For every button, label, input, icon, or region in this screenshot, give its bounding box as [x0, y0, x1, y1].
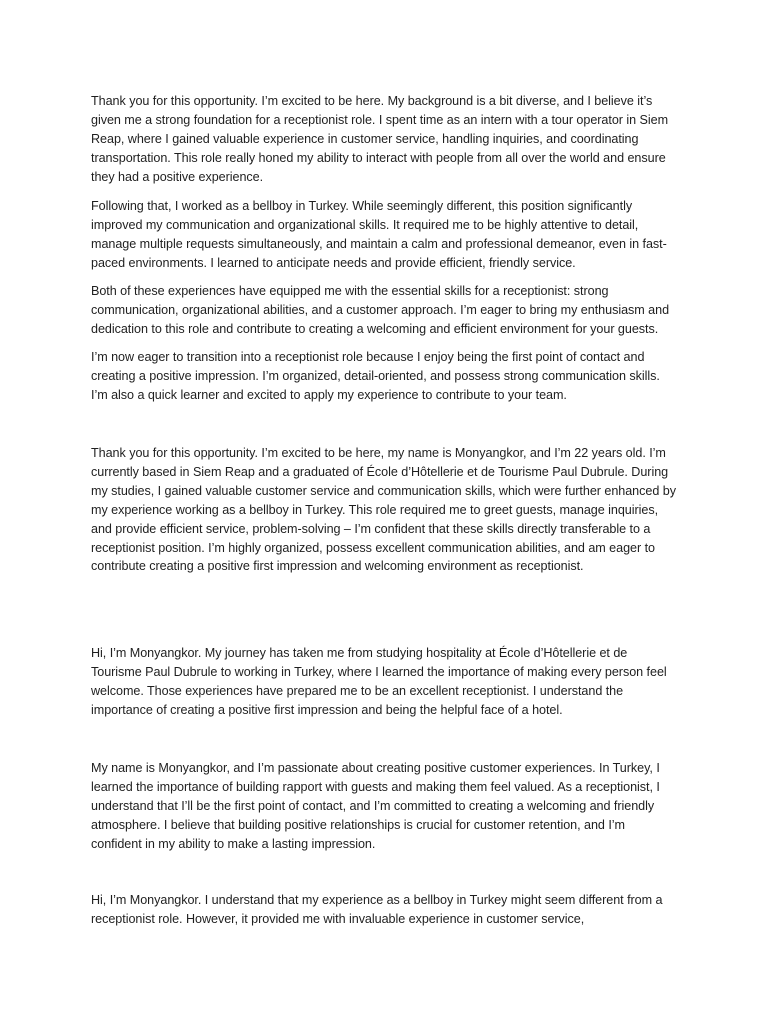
paragraph-version-three: Hi, I’m Monyangkor. My journey has taken me from studying hospitality at École d’Hôtellerie et de Tourisme Paul Dubrule to working in Turkey, where I learned the importance of making every person feel welcome. Those experiences have prepared me to be an excellent receptionist. I understand the importance of creating a positive first impression and being the helpful face of a hotel. — [91, 646, 667, 717]
paragraph-version-two: Thank you for this opportunity. I’m excited to be here, my name is Monyangkor, and I’m 22 years old. I’m currently based in Siem Reap and a graduated of École d’Hôtellerie et de Tourisme Paul Dubrule. During my studies, I gained valuable customer service and communication skills, which were further enhanced by my experience working as a bellboy in Turkey. This role required me to greet guests, manage inquiries, and provide efficient service, problem-solving – I’m confident that these skills directly transferable to a receptionist position. I’m highly organized, possess excellent communication abilities, and am eager to contribute creating a positive first impression and welcoming environment as receptionist. — [91, 446, 676, 574]
paragraph-version-four: My name is Monyangkor, and I’m passionate about creating positive customer experiences. In Turkey, I learned the importance of building rapport with guests and making them feel valued. As a receptionist, I understand that I’ll be the first point of contact, and I’m committed to creating a welcoming and friendly atmosphere. I believe that building positive relationships is crucial for customer retention, and I’m confident in my ability to make a lasting impression. — [91, 761, 660, 851]
paragraph-version-five: Hi, I’m Monyangkor. I understand that my experience as a bellboy in Turkey might seem different from a receptionist role. However, it provided me with invaluable experience in customer service, — [91, 893, 663, 926]
paragraph-intro: Thank you for this opportunity. I’m excited to be here. My background is a bit diverse, and I believe it’s given me a strong foundation for a receptionist role. I spent time as an intern with a tour operator in Siem Reap, where I gained valuable experience in customer service, handling inquiries, and coordinating transportation. This role really honed my ability to interact with people from all over the world and ensure they had a positive experience. — [91, 94, 669, 184]
paragraph-bellboy: Following that, I worked as a bellboy in Turkey. While seemingly different, this position significantly improved my communication and organizational skills. It required me to be highly attentive to detail, manage multiple requests simultaneously, and maintain a calm and professional demeanor, even in fast-paced environments. I learned to anticipate needs and provide efficient, friendly service. — [91, 199, 667, 270]
paragraph-skills: Both of these experiences have equipped me with the essential skills for a receptionist: strong communication, organizational abilities, and a customer approach. I’m eager to bring my enthusiasm and dedication to this role and contribute to creating a welcoming and efficient environment for your guests. — [91, 284, 670, 336]
paragraph-transition: I’m now eager to transition into a receptionist role because I enjoy being the first point of contact and creating a positive impression. I’m organized, detail-oriented, and possess strong communication skills. I’m also a quick learner and excited to apply my experience to contribute to your team. — [91, 350, 660, 402]
